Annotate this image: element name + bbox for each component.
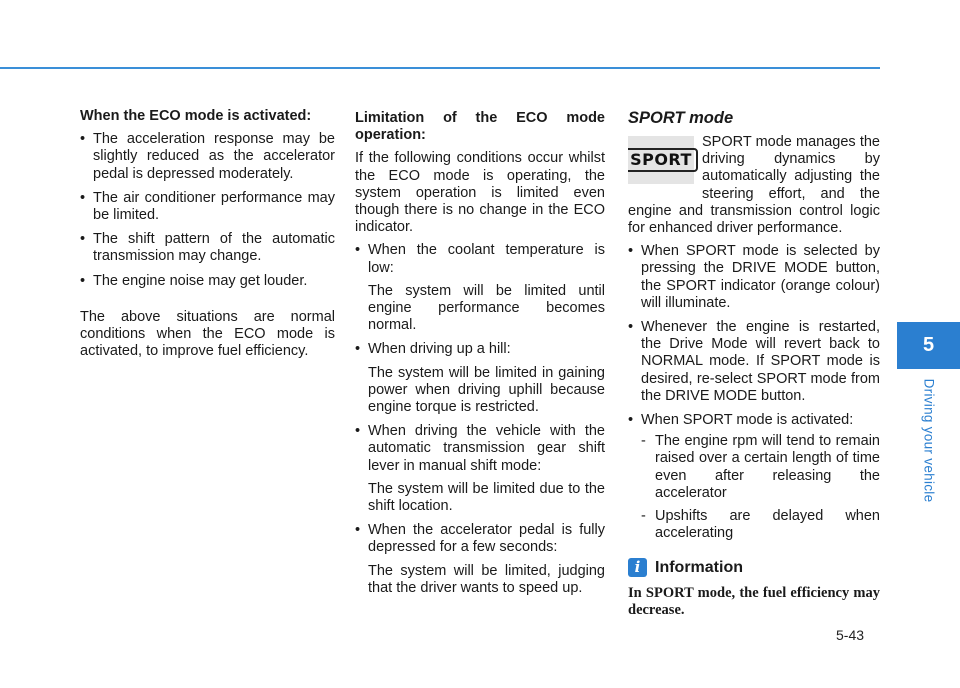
condition-text: • When the accelerator pedal is fully depressed for a few seconds: — [368, 522, 605, 556]
eco-limitation-intro: If the following conditions occur whilst the ECO mode is operating, the system operation is limited even though there is no change in the ECO indicator. — [355, 150, 605, 236]
condition-detail: The system will be limited due to the shift location. — [368, 480, 605, 515]
eco-activated-list — [80, 131, 335, 290]
chapter-label-text: Driving your vehicle — [921, 378, 937, 502]
sport-mode-list — [628, 243, 880, 542]
condition-detail: The system will be limited in gaining power when driving uphill because engine torque is restricted. — [368, 364, 605, 416]
sport-indicator-icon — [628, 136, 694, 184]
sport-mode-intro: SPORT mode manages the driving dynamics by automatically adjusting the steering effort, and the engine and transmission control logic for enhanced driver performance. — [628, 134, 880, 237]
list-item — [355, 423, 605, 515]
information-header — [628, 558, 880, 577]
condition-text: • When the coolant temperature is low: — [368, 242, 605, 276]
list-item — [355, 522, 605, 597]
sport-mode-title: SPORT mode — [628, 109, 734, 127]
chapter-label — [897, 375, 960, 505]
page-number: 5-43 — [836, 627, 865, 643]
eco-limitation-list — [355, 242, 605, 597]
column-eco-activated — [80, 108, 335, 366]
list-item: • When SPORT mode is selected by pressing the DRIVE MODE button, the SPORT indicator (orange colour) will illuminate. — [628, 243, 880, 312]
info-icon: i — [628, 558, 647, 577]
list-item — [628, 412, 880, 542]
list-item: - The engine rpm will tend to remain raised over a certain length of time even after releasing the accelerator — [641, 433, 880, 502]
chapter-tab: 5 — [897, 322, 960, 369]
condition-detail: The system will be limited until engine performance becomes normal. — [368, 282, 605, 334]
top-rule — [0, 67, 880, 69]
condition-detail: The system will be limited, judging that the driver wants to speed up. — [368, 562, 605, 596]
sport-intro-block — [628, 134, 880, 243]
information-title: Information — [655, 559, 743, 577]
list-item: • The shift pattern of the automatic transmission may change. — [80, 231, 335, 265]
eco-activated-heading: When the ECO mode is activated: — [80, 108, 312, 124]
list-item: • The air conditioner performance may be limited. — [80, 190, 335, 224]
column-eco-limitation — [355, 110, 605, 604]
sport-indicator-label: SPORT — [628, 148, 698, 172]
condition-text: • When driving up a hill: — [368, 341, 511, 358]
list-item: - Upshifts are delayed when accelerating — [641, 508, 880, 542]
sport-activated-sublist — [641, 433, 880, 542]
information-text: In SPORT mode, the fuel efficiency may decrease. — [628, 585, 880, 619]
sport-activated-text: • When SPORT mode is activated: — [641, 412, 854, 429]
eco-normal-paragraph: The above situations are normal conditions when the ECO mode is activated, to improve fuel efficiency. — [80, 308, 335, 360]
list-item — [355, 341, 605, 416]
list-item — [355, 242, 605, 334]
list-item: • The acceleration response may be slightly reduced as the accelerator pedal is depressed moderately. — [80, 131, 335, 183]
column-sport-mode — [628, 108, 880, 619]
condition-text: • When driving the vehicle with the automatic transmission gear shift lever in manual shift mode: — [368, 423, 605, 474]
list-item: • Whenever the engine is restarted, the Drive Mode will revert back to NORMAL mode. If SPORT mode is desired, re-select SPORT mode from the DRIVE MODE button. — [628, 319, 880, 405]
list-item: • The engine noise may get louder. — [80, 273, 335, 290]
eco-limitation-heading: Limitation of the ECO mode operation: — [355, 110, 605, 144]
